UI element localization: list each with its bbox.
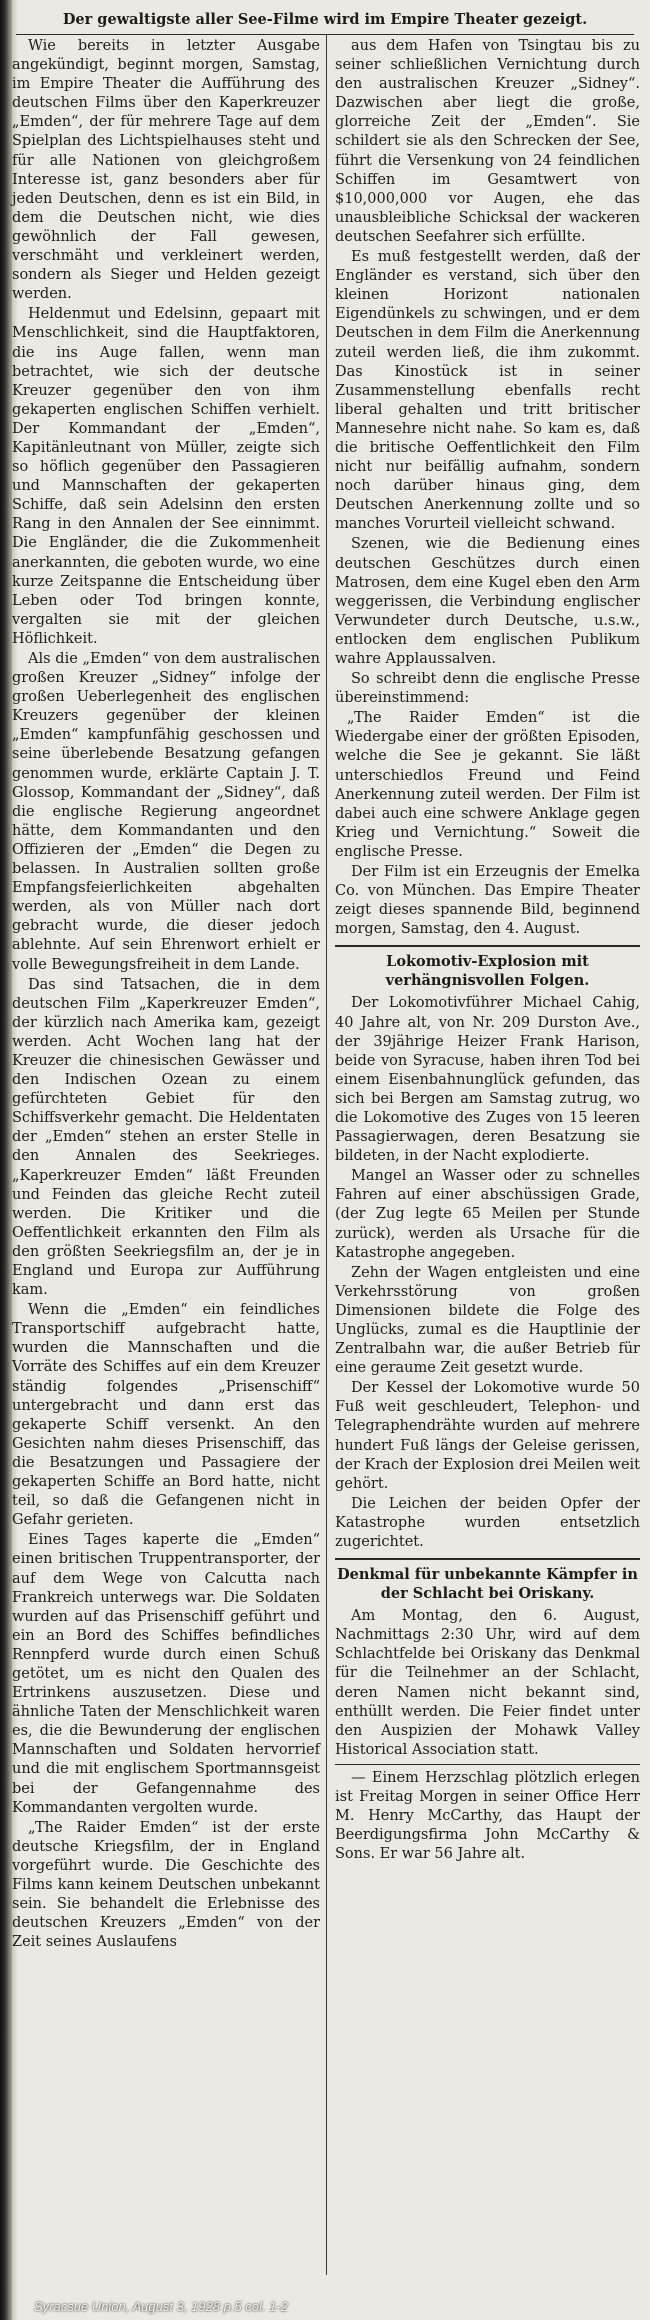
locomotive-headline: Lokomotiv-Explosion mit verhängnisvollen Folgen. [385, 953, 590, 990]
section-rule [335, 1764, 640, 1765]
source-caption: Syracsue Union, August 3, 1928 p.5 col. 1-2 [34, 2299, 288, 2314]
article-paragraph: Der Kessel der Lokomotive wurde 50 Fuß weit geschleudert, Telephon- und Telegraphendrähte wurden auf mehrere hundert Fuß längs der Geleise gerissen, der Krach der Explosion drei Meilen weit gehört. [335, 1380, 640, 1492]
press-quote: „The Raider Emden“ ist die Wiedergabe einer der größten Episoden, welche die See je gekannt. Sie läßt unterschiedlos Freund und Feind Anerkennung zuteil werden. Der Film ist dabei auch eine schwere Anklage gegen Krieg und Vernichtung.“ Soweit die englische Presse. [335, 710, 640, 860]
main-headline: Der gewaltigste aller See-Filme wird im Empire Theater gezeigt. [62, 11, 588, 28]
article-paragraph: So schreibt denn die englische Presse übereinstimmend: [335, 671, 640, 707]
article-paragraph: „The Raider Emden“ ist der erste deutsche Kriegsfilm, der in England vorgeführt wurde. Die Geschichte des Films kann keinem Deutschen unbekannt sein. Sie behandelt die Erlebnisse des deutschen Kreuzers „Emden“ von der Zeit seines Auslaufens [12, 1819, 320, 1951]
right-column [326, 35, 640, 2275]
article-paragraph: Eines Tages kaperte die „Emden“ einen britischen Truppentransporter, der auf dem Wege von Calcutta nach Frankreich unterwegs war. Die Soldaten wurden auf das Prisenschiff geführt und ein an Bord des Schiffes befindliches Rennpferd wurde durch einen Schuß getötet, um es nicht den Qualen des Ertrinkens auszusetzen. Diese und ähnliche Taten der Menschlichkeit waren es, die die Bewunderung der englischen Mannschaften und Soldaten hervorrief und die mit englischem Sportmannsgeist bei der Gefangennahme des Kommandanten vergolten wurde. [12, 1532, 320, 1816]
obituary-paragraph: — Einem Herzschlag plötzlich erlegen ist Freitag Morgen in seiner Office Herr M. Henry McCarthy, das Haupt der Beerdigungsfirma John McCarthy & Sons. Er war 56 Jahre alt. [335, 1769, 640, 1863]
article-paragraph: Mangel an Wasser oder zu schnelles Fahren auf einer abschüssigen Grade, (der Zug legte 65 Meilen per Stunde zurück), werden als Ursache für die Katastrophe angegeben. [335, 1168, 640, 1261]
article-paragraph: Es muß festgestellt werden, daß der Engländer es verstand, sich über den kleinen Horizont nationalen Eigendünkels zu schwingen, und er dem Deutschen in dem Film die Anerkennung zuteil werden ließ, die ihm zukommt. Das Kinostück ist in seiner Zusammenstellung ebenfalls recht liberal gehalten und tritt britischer Mannesehre nicht nahe. So kam es, daß die britische Oeffentlichkeit den Film nicht nur beifällig aufnahm, sondern noch darüber hinaus ging, dem Deutschen Anerkennung zollte und so manches Vorurteil vielleicht schwand. [335, 249, 640, 533]
article-paragraph: Am Montag, den 6. August, Nachmittags 2:30 Uhr, wird auf dem Schlachtfelde bei Oriskany das Denkmal für die Teilnehmer an der Schlacht, deren Namen nicht bekannt sind, enthüllt werden. Die Feier findet unter den Auspizien der Mohawk Valley Historical Association statt. [335, 1608, 640, 1758]
article-paragraph: Das sind Tatsachen, die in dem deutschen Film „Kaperkreuzer Emden“, der kürzlich nach Amerika kam, gezeigt werden. Acht Wochen lang hat der Kreuzer die chinesischen Gewässer und den Indischen Ozean zu einem gefürchteten Gebiet für den Schiffsverkehr gemacht. Die Heldentaten der „Emden“ stehen an erster Stelle in den Annalen des Seekrieges. „Kaperkreuzer Emden“ läßt Freunden und Feinden das gleiche Recht zuteil werden. Die Kritiker und die Oeffentlichkeit erkannten den Film als den größten Seekriegsfilm an, der je in England und Europa zur Aufführung kam. [12, 976, 320, 1299]
article-paragraph: Als die „Emden“ von dem australischen großen Kreuzer „Sidney“ infolge der großen Ueberlegenheit des englischen Kreuzers gegenüber der kleinen „Emden“ kampfunfähig geschossen und seine überlebende Besatzung gefangen genommen wurde, erklärte Captain J. T. Glossop, Kommandant der „Sidney“, daß die englische Regierung angeordnet hätte, dem Kommandanten und den Offizieren der „Emden“ die Degen zu belassen. In Australien sollten große Empfangsfeierlichkeiten abgehalten werden, als von Müller nach dort gebracht wurde, die dieser jedoch ablehnte. Auf sein Ehrenwort erhielt er volle Bewegungsfreiheit in dem Lande. [12, 651, 320, 973]
article-paragraph: Wenn die „Emden“ ein feindliches Transportschiff aufgebracht hatte, wurden die Mannschaften und die Vorräte des Schiffes auf ein dem Kreuzer ständig folgendes „Prisenschiff“ untergebracht und dann erst das gekaperte Schiff versenkt. An den Gesichten nahm dieses Prisenschiff, das die Besatzungen und Passagiere der gekaperten Schiffe an Bord hatte, nicht teil, so daß die Gefangenen nicht in Gefahr gerieten. [12, 1302, 320, 1529]
article-paragraph: Der Lokomotivführer Michael Cahig, 40 Jahre alt, von Nr. 209 Durston Ave., der 39jährige Heizer Frank Harison, beide von Syracuse, haben ihren Tod bei einem Eisenbahnunglück gefunden, das sich bei Bergen am Samstag zutrug, wo die Lokomotive des Zuges von 15 leeren Passagierwagen, deren Besatzung sie bildeten, in der Nacht explodierte. [335, 995, 640, 1165]
section-rule [335, 945, 640, 947]
article-paragraph: Zehn der Wagen entgleisten und eine Verkehrsstörung von großen Dimensionen bildete die Folge des Unglücks, zumal es die Hauptlinie der Zentralbahn war, die außer Betrieb für eine geraume Zeit gesetzt wurde. [335, 1264, 640, 1377]
article-paragraph: Szenen, wie die Bedienung eines deutschen Geschützes durch einen Matrosen, dem eine Kugel eben den Arm weggerissen, die Verbindung englischer Verwundeter durch Deutsche, u.s.w., entlocken dem englischen Publikum wahre Applaussalven. [335, 536, 640, 667]
article-paragraph: Heldenmut und Edelsinn, gepaart mit Menschlichkeit, sind die Hauptfaktoren, die ins Auge fallen, wenn man betrachtet, wie sich der deutsche Kreuzer gegenüber den von ihm gekaperten englischen Schiffen verhielt. Der Kommandant der „Emden“, Kapitänleutnant von Müller, zeigte sich so höflich gegenüber den Passagieren und Mannschaften der gekaperten Schiffe, daß sein Adelsinn den ersten Rang in den Annalen der See einnimmt. Die Engländer, die die Zukommenheit anerkannten, die geboten wurde, wo eine kurze Zeitspanne die Entscheidung über Leben oder Tod bringen konnte, vergalten sie mit der gleichen Höflichkeit. [12, 306, 320, 647]
article-paragraph: aus dem Hafen von Tsingtau bis zu seiner schließlichen Vernichtung durch den australischen Kreuzer „Sidney“. Dazwischen aber liegt die große, glorreiche Zeit der „Emden“. Sie schildert sie als den Schrecken der See, führt die Versenkung von 24 feindlichen Schiffen im Gesamtwert von $10,000,000 vor Augen, ehe das unausbleibliche Schicksal der wackeren deutschen Seefahrer sich erfüllte. [335, 38, 640, 245]
article-closing: Der Film ist ein Erzeugnis der Emelka Co. von München. Das Empire Theater zeigt dieses spannende Bild, beginnend morgen, Samstag, den 4. August. [335, 864, 640, 938]
left-column [10, 35, 326, 2275]
section-rule [335, 1558, 640, 1560]
memorial-headline: Denkmal für unbekannte Kämpfer in der Schlacht bei Oriskany. [337, 1566, 638, 1603]
article-paragraph: Wie bereits in letzter Ausgabe angekündigt, beginnt morgen, Samstag, im Empire Theater die Aufführung des deutschen Films über den Kaperkreuzer „Emden“, der für mehrere Tage auf dem Spielplan des Lichtspielhauses steht und für alle Nationen von gleichgroßem Interesse ist, ganz besonders aber für jeden Deutschen, denn es ist ein Bild, in dem die Deutschen nicht, wie dies gewöhnlich der Fall gewesen, verschmäht und verkleinert werden, sondern als Sieger und Helden gezeigt werden. [12, 38, 320, 303]
article-paragraph: Die Leichen der beiden Opfer der Katastrophe wurden entsetzlich zugerichtet. [335, 1495, 640, 1551]
article-columns [10, 35, 640, 2275]
